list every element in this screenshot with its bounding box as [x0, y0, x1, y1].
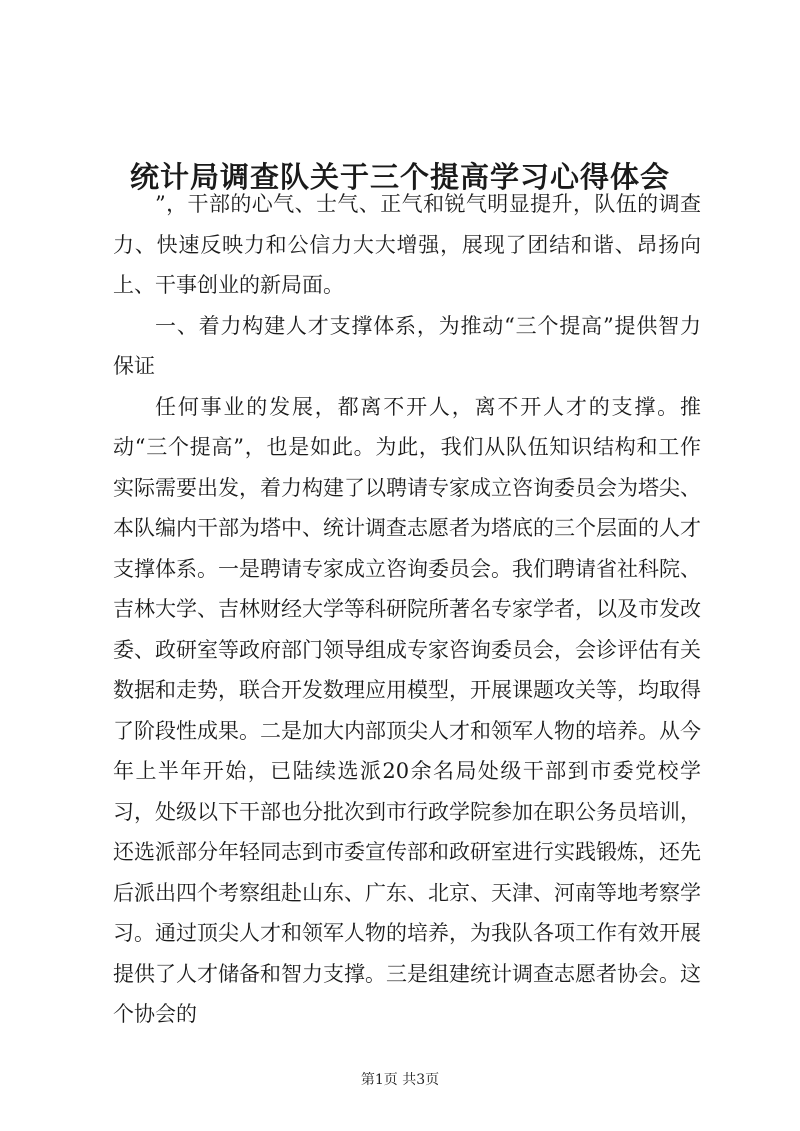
paragraph-intro: ”，干部的心气、士气、正气和锐气明显提升，队伍的调查力、快速反映力和公信力大大增强，展现了团结和谐、昂扬向上、干事创业的新局面。 — [113, 192, 701, 297]
paragraph-main: 任何事业的发展，都离不开人，离不开人才的支撑。推动“三个提高”，也是如此。为此，我们从队伍知识结构和工作实际需要出发，着力构建了以聘请专家成立咨询委员会为塔尖、本队编内干部为塔中、统计调查志愿者为塔底的三个层面的人才支撑体系。一是聘请专家成立咨询委员会。我们聘请省社科院、吉林大学、吉林财经大学等科研院所著名专家学者，以及市发改委、政研室等政府部门领导组成专家咨询委员会，会诊评估有关数据和走势，联合开发数理应用模型，开展课题攻关等，均取得了阶段性成果。二是加大内部顶尖人才和领军人物的培养。从今年上半年开始，已陆续选派20余名局处级干部到市委党校学习，处级以下干部也分批次到市行政学院参加在职公务员培训，还选派部分年轻同志到市委宣传部和政研室进行实践锻炼，还先后派出四个考察组赴山东、广东、北京、天津、河南等地考察学习。通过顶尖人才和领军人物的培养，为我队各项工作有效开展提供了人才储备和智力支撑。三是组建统计调查志愿者协会。这个协会的 — [113, 394, 701, 1026]
page-footer: 第1页 共3页 — [360, 1072, 440, 1088]
document-body — [113, 184, 701, 1035]
section-heading: 一、着力构建人才支撑体系，为推动“三个提高”提供智力保证 — [113, 313, 701, 378]
page-title: 统计局调查队关于三个提高学习心得体会 — [129, 160, 670, 195]
